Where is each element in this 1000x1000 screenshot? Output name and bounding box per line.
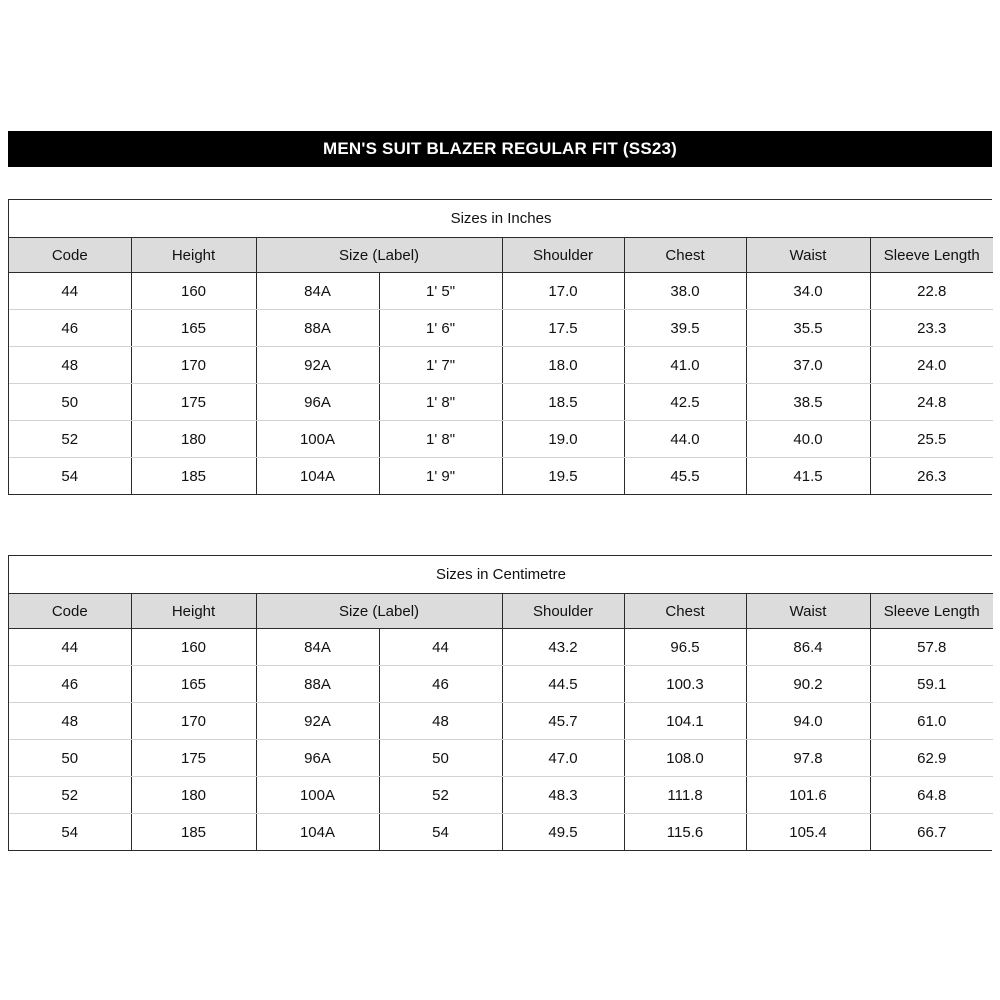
cell-size-label: 92A bbox=[256, 703, 379, 740]
cell-waist: 105.4 bbox=[746, 814, 870, 851]
cell-code: 48 bbox=[9, 347, 131, 384]
column-header-waist: Waist bbox=[746, 238, 870, 273]
cell-waist: 97.8 bbox=[746, 740, 870, 777]
cell-waist: 37.0 bbox=[746, 347, 870, 384]
cell-size-alt: 1' 5" bbox=[379, 273, 502, 310]
table-row bbox=[9, 384, 993, 421]
column-header-sleeve-length: Sleeve Length bbox=[870, 238, 993, 273]
cell-shoulder: 18.0 bbox=[502, 347, 624, 384]
cell-sleeve-length: 24.8 bbox=[870, 384, 993, 421]
column-header-chest: Chest bbox=[624, 594, 746, 629]
cell-height: 165 bbox=[131, 666, 256, 703]
column-header-code: Code bbox=[9, 238, 131, 273]
cell-chest: 42.5 bbox=[624, 384, 746, 421]
cell-sleeve-length: 26.3 bbox=[870, 458, 993, 495]
cell-size-alt: 1' 8" bbox=[379, 421, 502, 458]
cell-size-label: 88A bbox=[256, 666, 379, 703]
cell-chest: 96.5 bbox=[624, 629, 746, 666]
cell-size-alt: 52 bbox=[379, 777, 502, 814]
cell-chest: 41.0 bbox=[624, 347, 746, 384]
cell-code: 44 bbox=[9, 273, 131, 310]
cell-code: 50 bbox=[9, 740, 131, 777]
cell-size-label: 84A bbox=[256, 273, 379, 310]
inches-size-table bbox=[9, 200, 993, 494]
centimetre-table-caption: Sizes in Centimetre bbox=[9, 556, 993, 594]
column-header-chest: Chest bbox=[624, 238, 746, 273]
table-header-row bbox=[9, 238, 993, 273]
table-row bbox=[9, 814, 993, 851]
column-header-size-label: Size (Label) bbox=[256, 238, 502, 273]
cell-size-alt: 1' 8" bbox=[379, 384, 502, 421]
cell-size-label: 100A bbox=[256, 777, 379, 814]
cell-chest: 111.8 bbox=[624, 777, 746, 814]
cell-height: 180 bbox=[131, 421, 256, 458]
cell-size-label: 84A bbox=[256, 629, 379, 666]
cell-sleeve-length: 22.8 bbox=[870, 273, 993, 310]
cell-shoulder: 47.0 bbox=[502, 740, 624, 777]
page-title: MEN'S SUIT BLAZER REGULAR FIT (SS23) bbox=[322, 139, 678, 158]
cell-sleeve-length: 57.8 bbox=[870, 629, 993, 666]
cell-shoulder: 48.3 bbox=[502, 777, 624, 814]
cell-height: 175 bbox=[131, 384, 256, 421]
cell-shoulder: 45.7 bbox=[502, 703, 624, 740]
cell-size-alt: 1' 7" bbox=[379, 347, 502, 384]
cell-code: 46 bbox=[9, 310, 131, 347]
cell-height: 160 bbox=[131, 273, 256, 310]
cell-size-alt: 54 bbox=[379, 814, 502, 851]
cell-waist: 34.0 bbox=[746, 273, 870, 310]
cell-code: 54 bbox=[9, 814, 131, 851]
cell-size-label: 92A bbox=[256, 347, 379, 384]
cell-shoulder: 19.5 bbox=[502, 458, 624, 495]
table-row bbox=[9, 740, 993, 777]
cell-size-label: 88A bbox=[256, 310, 379, 347]
cell-code: 52 bbox=[9, 777, 131, 814]
cell-shoulder: 17.0 bbox=[502, 273, 624, 310]
table-row bbox=[9, 310, 993, 347]
table-row bbox=[9, 666, 993, 703]
centimetre-table-block bbox=[8, 555, 992, 851]
cell-chest: 108.0 bbox=[624, 740, 746, 777]
column-header-code: Code bbox=[9, 594, 131, 629]
cell-waist: 38.5 bbox=[746, 384, 870, 421]
cell-chest: 39.5 bbox=[624, 310, 746, 347]
cell-sleeve-length: 64.8 bbox=[870, 777, 993, 814]
cell-height: 170 bbox=[131, 347, 256, 384]
cell-size-label: 96A bbox=[256, 740, 379, 777]
cell-waist: 41.5 bbox=[746, 458, 870, 495]
column-header-height: Height bbox=[131, 238, 256, 273]
cell-sleeve-length: 25.5 bbox=[870, 421, 993, 458]
cell-waist: 35.5 bbox=[746, 310, 870, 347]
cell-size-alt: 46 bbox=[379, 666, 502, 703]
cell-size-label: 96A bbox=[256, 384, 379, 421]
cell-size-label: 104A bbox=[256, 814, 379, 851]
cell-size-alt: 44 bbox=[379, 629, 502, 666]
column-header-size-label: Size (Label) bbox=[256, 594, 502, 629]
cell-shoulder: 44.5 bbox=[502, 666, 624, 703]
table-row bbox=[9, 458, 993, 495]
column-header-waist: Waist bbox=[746, 594, 870, 629]
cell-shoulder: 43.2 bbox=[502, 629, 624, 666]
centimetre-size-table bbox=[9, 556, 993, 850]
cell-height: 185 bbox=[131, 458, 256, 495]
cell-size-alt: 48 bbox=[379, 703, 502, 740]
inches-table-block bbox=[8, 199, 992, 495]
cell-height: 180 bbox=[131, 777, 256, 814]
cell-waist: 90.2 bbox=[746, 666, 870, 703]
cell-chest: 100.3 bbox=[624, 666, 746, 703]
cell-code: 50 bbox=[9, 384, 131, 421]
cell-height: 165 bbox=[131, 310, 256, 347]
cell-code: 46 bbox=[9, 666, 131, 703]
cell-shoulder: 18.5 bbox=[502, 384, 624, 421]
cell-sleeve-length: 59.1 bbox=[870, 666, 993, 703]
cell-chest: 38.0 bbox=[624, 273, 746, 310]
cell-shoulder: 19.0 bbox=[502, 421, 624, 458]
table-row bbox=[9, 273, 993, 310]
cell-size-alt: 50 bbox=[379, 740, 502, 777]
cell-waist: 86.4 bbox=[746, 629, 870, 666]
page-title-bar bbox=[8, 131, 992, 167]
column-header-sleeve-length: Sleeve Length bbox=[870, 594, 993, 629]
cell-waist: 40.0 bbox=[746, 421, 870, 458]
cell-shoulder: 17.5 bbox=[502, 310, 624, 347]
cell-code: 48 bbox=[9, 703, 131, 740]
column-header-shoulder: Shoulder bbox=[502, 238, 624, 273]
cell-height: 185 bbox=[131, 814, 256, 851]
cell-sleeve-length: 62.9 bbox=[870, 740, 993, 777]
cell-sleeve-length: 66.7 bbox=[870, 814, 993, 851]
inches-table-caption: Sizes in Inches bbox=[9, 200, 993, 238]
cell-chest: 115.6 bbox=[624, 814, 746, 851]
table-header-row bbox=[9, 594, 993, 629]
cell-sleeve-length: 24.0 bbox=[870, 347, 993, 384]
cell-shoulder: 49.5 bbox=[502, 814, 624, 851]
cell-height: 170 bbox=[131, 703, 256, 740]
table-row bbox=[9, 421, 993, 458]
cell-size-alt: 1' 9" bbox=[379, 458, 502, 495]
table-row bbox=[9, 703, 993, 740]
cell-chest: 45.5 bbox=[624, 458, 746, 495]
cell-height: 175 bbox=[131, 740, 256, 777]
cell-size-alt: 1' 6" bbox=[379, 310, 502, 347]
column-header-shoulder: Shoulder bbox=[502, 594, 624, 629]
column-header-height: Height bbox=[131, 594, 256, 629]
cell-size-label: 100A bbox=[256, 421, 379, 458]
cell-code: 52 bbox=[9, 421, 131, 458]
table-row bbox=[9, 347, 993, 384]
cell-chest: 104.1 bbox=[624, 703, 746, 740]
cell-waist: 94.0 bbox=[746, 703, 870, 740]
cell-code: 44 bbox=[9, 629, 131, 666]
cell-height: 160 bbox=[131, 629, 256, 666]
cell-sleeve-length: 23.3 bbox=[870, 310, 993, 347]
cell-chest: 44.0 bbox=[624, 421, 746, 458]
table-row bbox=[9, 777, 993, 814]
cell-waist: 101.6 bbox=[746, 777, 870, 814]
cell-sleeve-length: 61.0 bbox=[870, 703, 993, 740]
table-row bbox=[9, 629, 993, 666]
cell-size-label: 104A bbox=[256, 458, 379, 495]
cell-code: 54 bbox=[9, 458, 131, 495]
